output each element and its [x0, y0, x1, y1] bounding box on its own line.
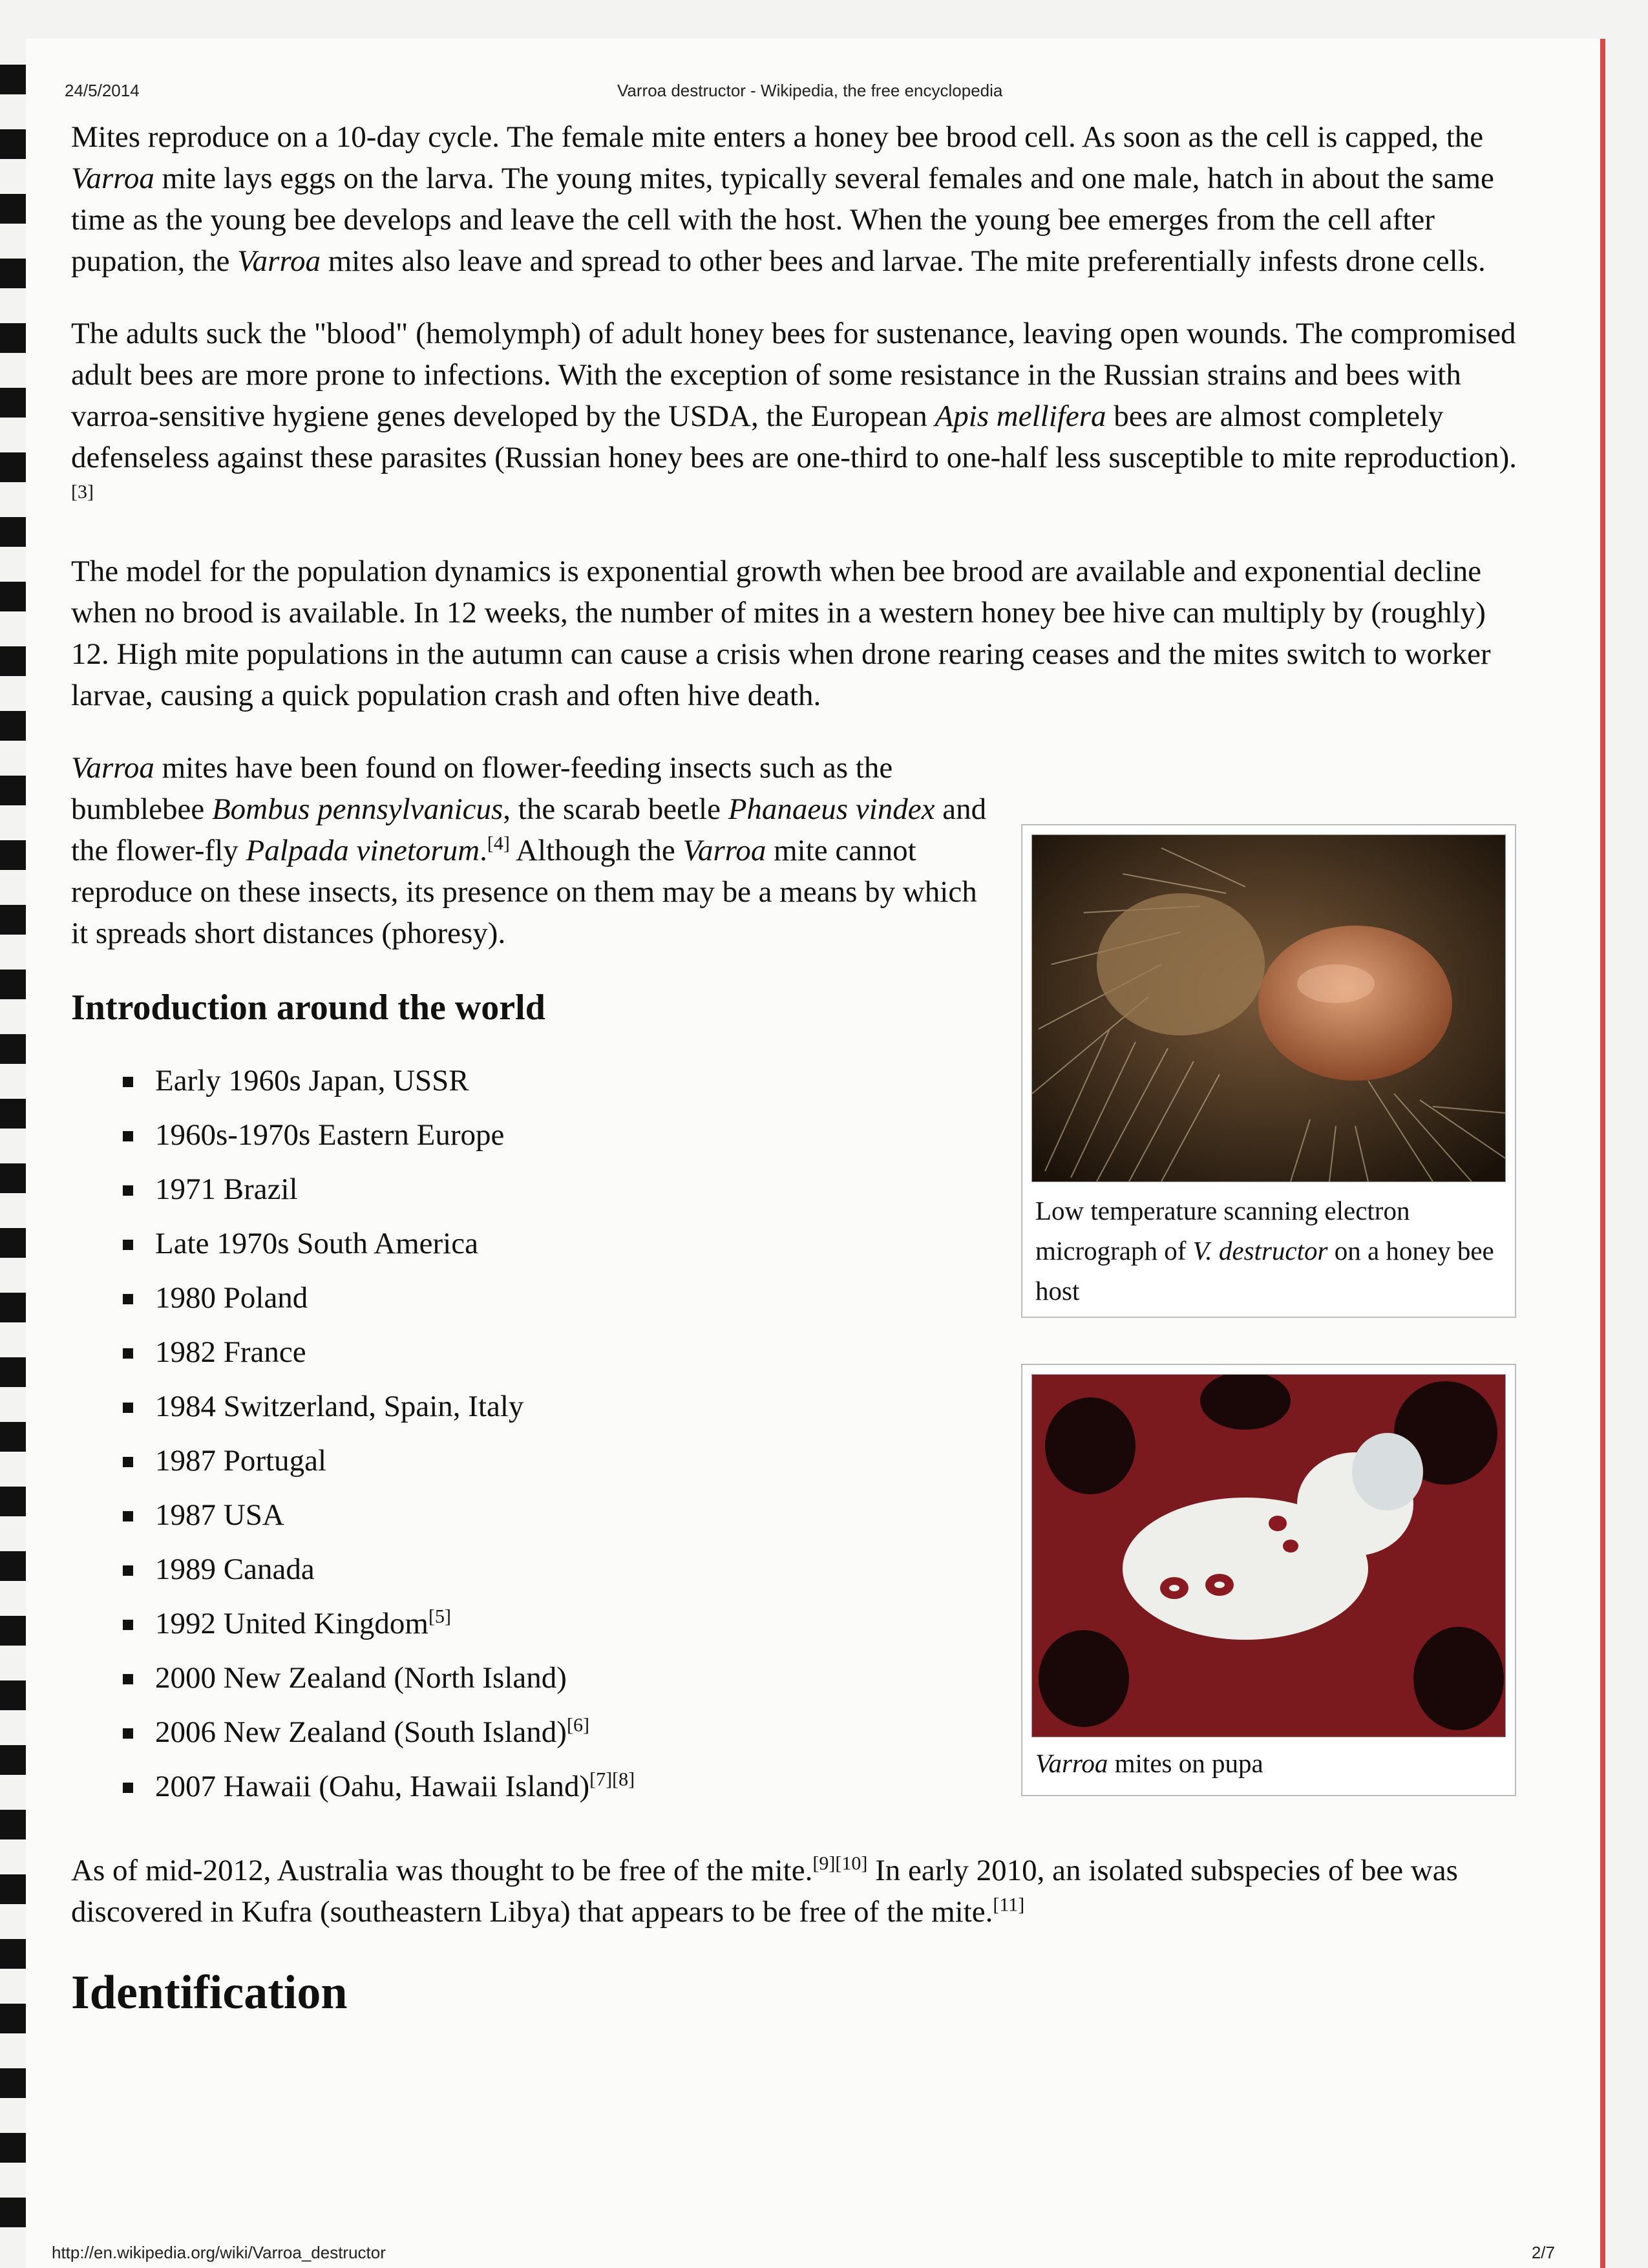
list-item: 2007 Hawaii (Oahu, Hawaii Island)[7][8] [71, 1759, 989, 1814]
paragraph-hemolymph: The adults suck the "blood" (hemolymph) of adult honey bees for sustenance, leaving open wounds. The compromised adult bees are more prone to infections. With the exception of some resistance in the Russian strains and bees with varroa-sensitive hygiene genes developed by the USDA, the European Apis mellifera bees are almost completely defenseless against these parasites (Russian honey bees are one-third to one-half less susceptible to mite reproduction).[3] [71, 317, 1517, 503]
list-item: Late 1970s South America [71, 1216, 989, 1271]
list-item: 1987 USA [71, 1488, 989, 1542]
list-item: 1980 Poland [71, 1271, 989, 1325]
print-title: Varroa destructor - Wikipedia, the free encyclopedia [617, 81, 1003, 100]
ref-6[interactable]: [6] [566, 1714, 589, 1736]
ref-9-10[interactable]: [9][10] [812, 1852, 868, 1874]
paragraph-reproduction: Mites reproduce on a 10-day cycle. The female mite enters a honey bee brood cell. As soon as the cell is capped, the Varroa mite lays eggs on the larva. The young mites, typically several females and one male, hatch in about the same time as the young bee develops and leave the cell with the host. When the young bee emerges from the cell after pupation, the Varroa mites also leave and spread to other bees and larvae. The mite preferentially infests drone cells. [71, 120, 1494, 278]
list-item: 1989 Canada [71, 1542, 989, 1596]
ref-4[interactable]: [4] [487, 832, 510, 854]
figure-mites-on-pupa [1021, 1364, 1516, 1796]
red-binding-edge [1600, 39, 1605, 2268]
ref-3[interactable]: [3] [71, 481, 94, 503]
ref-5[interactable]: [5] [428, 1606, 451, 1627]
list-item: 1982 France [71, 1325, 989, 1379]
list-item: 1992 United Kingdom[5] [71, 1596, 989, 1651]
print-date: 24/5/2014 [65, 81, 140, 100]
heading-introduction-around-the-world: Introduction around the world [71, 988, 545, 1028]
figure-sem-caption: Low temperature scanning electron micrograph of V. destructor on a honey bee host [1035, 1196, 1494, 1306]
figure-pupa-caption: Varroa mites on pupa [1035, 1748, 1263, 1778]
paragraph-australia-libya: As of mid-2012, Australia was thought to be free of the mite.[9][10] In early 2010, an isolated subspecies of bee was discovered in Kufra (southeastern Libya) that appears to be free of the mite.[11] [71, 1852, 1458, 1929]
spiral-binding [0, 39, 32, 2268]
print-url[interactable]: http://en.wikipedia.org/wiki/Varroa_destructor [52, 2243, 386, 2262]
sem-micrograph-image[interactable] [1031, 834, 1506, 1182]
heading-identification: Identification [71, 1966, 348, 2019]
list-item: 2000 New Zealand (North Island) [71, 1651, 989, 1705]
list-item: 1971 Brazil [71, 1162, 989, 1216]
page-number: 2/7 [1531, 2243, 1555, 2262]
list-item: Early 1960s Japan, USSR [71, 1054, 989, 1108]
figure-sem-micrograph [1021, 824, 1516, 1318]
paragraph-phoresy: Varroa mites have been found on flower-feeding insects such as the bumblebee Bombus pennsylvanicus, the scarab beetle Phanaeus vindex and the flower-fly Palpada vinetorum.[4] Although the Varroa mite cannot reproduce on these insects, its presence on them may be a means by which it spreads short distances (phoresy). [71, 751, 987, 950]
list-item: 2006 New Zealand (South Island)[6] [71, 1705, 989, 1759]
ref-7-8[interactable]: [7][8] [589, 1768, 635, 1790]
list-item: 1960s-1970s Eastern Europe [71, 1108, 989, 1162]
list-item: 1987 Portugal [71, 1434, 989, 1488]
mites-on-pupa-image[interactable] [1031, 1374, 1506, 1737]
paragraph-population: The model for the population dynamics is exponential growth when bee brood are available and exponential decline when no brood is available. In 12 weeks, the number of mites in a western honey bee hive can multiply by (roughly) 12. High mite populations in the autumn can cause a crisis when drone rearing ceases and the mites switch to worker larvae, causing a quick population crash and often hive death. [71, 555, 1491, 712]
ref-11[interactable]: [11] [993, 1894, 1025, 1916]
list-item: 1984 Switzerland, Spain, Italy [71, 1379, 989, 1434]
introduction-list [71, 1054, 989, 1814]
